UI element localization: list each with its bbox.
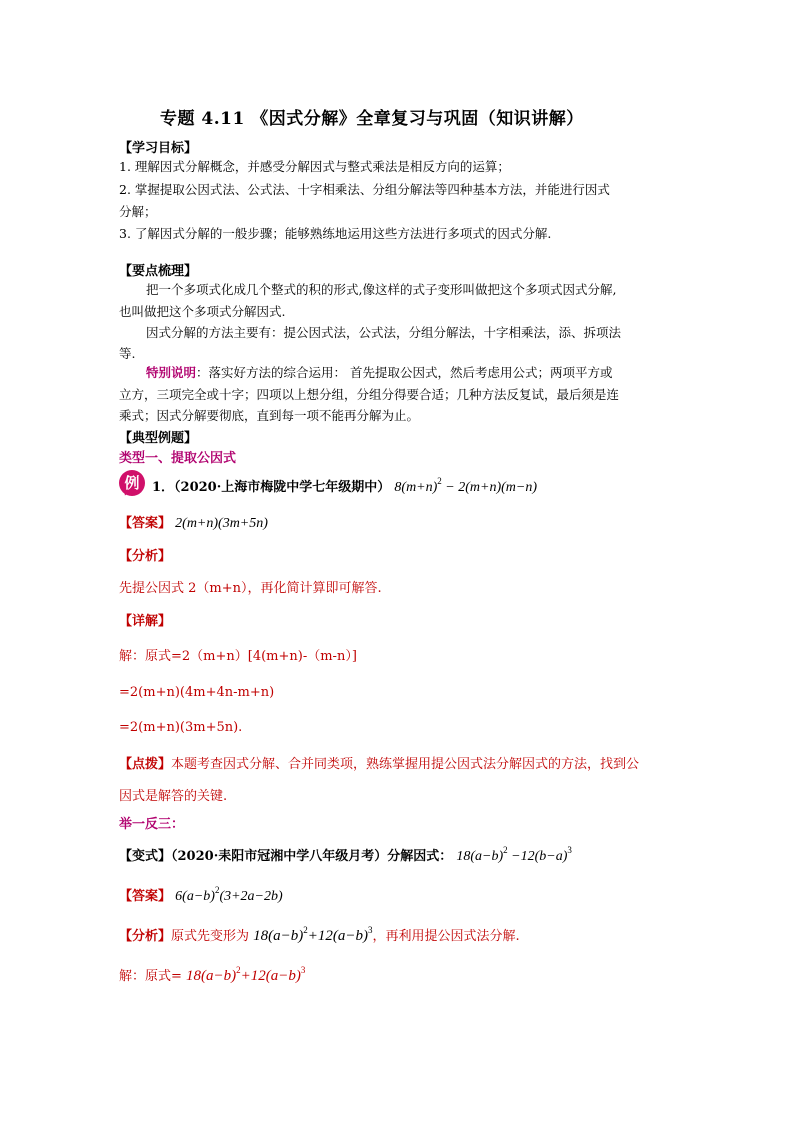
goal-item: 2. 掌握提取公因式法、公式法、十字相乘法、分组分解法等四种基本方法，并能进行因式 <box>119 182 610 197</box>
variant-answer <box>119 885 283 905</box>
goals-heading: 【学习目标】 <box>119 141 198 156</box>
example-badge: 例 <box>119 470 145 496</box>
summary-line: 把一个多项式化成几个整式的积的形式,像这样的式子变形叫做把这个多项式因式分解, <box>146 282 617 297</box>
tip-text: 本题考查因式分解、合并同类项，熟练掌握用提公因式法分解因式的方法，找到公 <box>171 757 640 772</box>
solution-step: =2(m+n)(4m+4n-m+n) <box>119 685 275 700</box>
summary-line: 等. <box>119 346 136 361</box>
examples-heading: 【典型例题】 <box>119 431 198 446</box>
special-note-line <box>146 363 613 383</box>
question-source: （2020·上海市梅陇中学七年级期中） <box>174 480 391 495</box>
variant-question <box>119 845 572 865</box>
goal-item: 3. 了解因式分解的一般步骤；能够熟练地运用这些方法进行多项式的因式分解. <box>119 226 552 241</box>
type-heading: 类型一、提取公因式 <box>119 451 237 466</box>
special-note-line: 乘式；因式分解要彻底，直到每一项不能再分解为止。 <box>119 408 420 423</box>
variant-analysis-expression: $18(a-b)^2+12(a-b)^3$ <box>253 925 373 944</box>
variant-source: （2020·耒阳市冠湘中学八年级月考）分解因式： <box>171 849 453 864</box>
question-expression: $8(m+n)^2 - 2(m+n)(m-n)$ <box>394 476 538 495</box>
variant-analysis-label: 【分析】 <box>119 929 172 944</box>
answer-label: 【答案】 <box>119 516 172 531</box>
special-note-text: ：落实好方法的综合运用： 首先提取公因式，然后考虑用公式；两项平方或 <box>196 365 613 380</box>
summary-line: 因式分解的方法主要有：提公因式法，公式法，分组分解法，十字相乘法，添、拆项法 <box>146 325 622 340</box>
tip-line: 因式是解答的关键. <box>119 789 228 804</box>
variant-analysis: 【分析】原式先变形为 $18(a-b)^2+12(a-b)^3$，再利用提公因式法分解. <box>119 925 520 944</box>
variant-expression: $18(a-b)^2 -12(b-a)^3$ <box>456 845 572 864</box>
solution-step: =2(m+n)(3m+5n). <box>119 720 243 735</box>
question-line <box>152 476 537 496</box>
analysis-text: 先提公因式 2（m+n），再化简计算即可解答. <box>119 581 382 596</box>
question-number: 1． <box>152 480 175 495</box>
variant-solution-expression: $18(a-b)^2+12(a-b)^3$ <box>186 965 306 984</box>
variant-solution: 解：原式= $18(a-b)^2+12(a-b)^3$ <box>119 965 306 984</box>
analysis-label: 【分析】 <box>119 549 172 564</box>
follow-up-heading: 举一反三： <box>119 817 185 832</box>
goal-item: 分解； <box>119 204 157 219</box>
special-note-label: 特别说明 <box>146 365 197 380</box>
answer-line <box>119 512 268 532</box>
summary-heading: 【要点梳理】 <box>119 264 198 279</box>
solution-step: 解：原式=2（m+n）[4(m+n)-（m-n）] <box>119 649 357 664</box>
page-title: 专题 4.11 《因式分解》全章复习与巩固（知识讲解） <box>160 109 584 129</box>
detail-label: 【详解】 <box>119 614 172 629</box>
tip-line <box>119 753 639 772</box>
answer-expression: 2(m+n)(3m+5n) <box>175 516 268 531</box>
tip-label: 【点拨】 <box>119 757 172 772</box>
variant-answer-expression: $6(a-b)^2(3+2a-2b)$ <box>175 885 283 904</box>
special-note-line: 立方，三项完全或十字；四项以上想分组，分组分得要合适；几种方法反复试，最后须是连 <box>119 387 620 402</box>
variant-label: 【变式】 <box>119 849 172 864</box>
summary-line: 也叫做把这个多项式分解因式. <box>119 304 286 319</box>
goal-item: 1. 理解因式分解概念，并感受分解因式与整式乘法是相反方向的运算； <box>119 159 510 174</box>
variant-answer-label: 【答案】 <box>119 889 172 904</box>
